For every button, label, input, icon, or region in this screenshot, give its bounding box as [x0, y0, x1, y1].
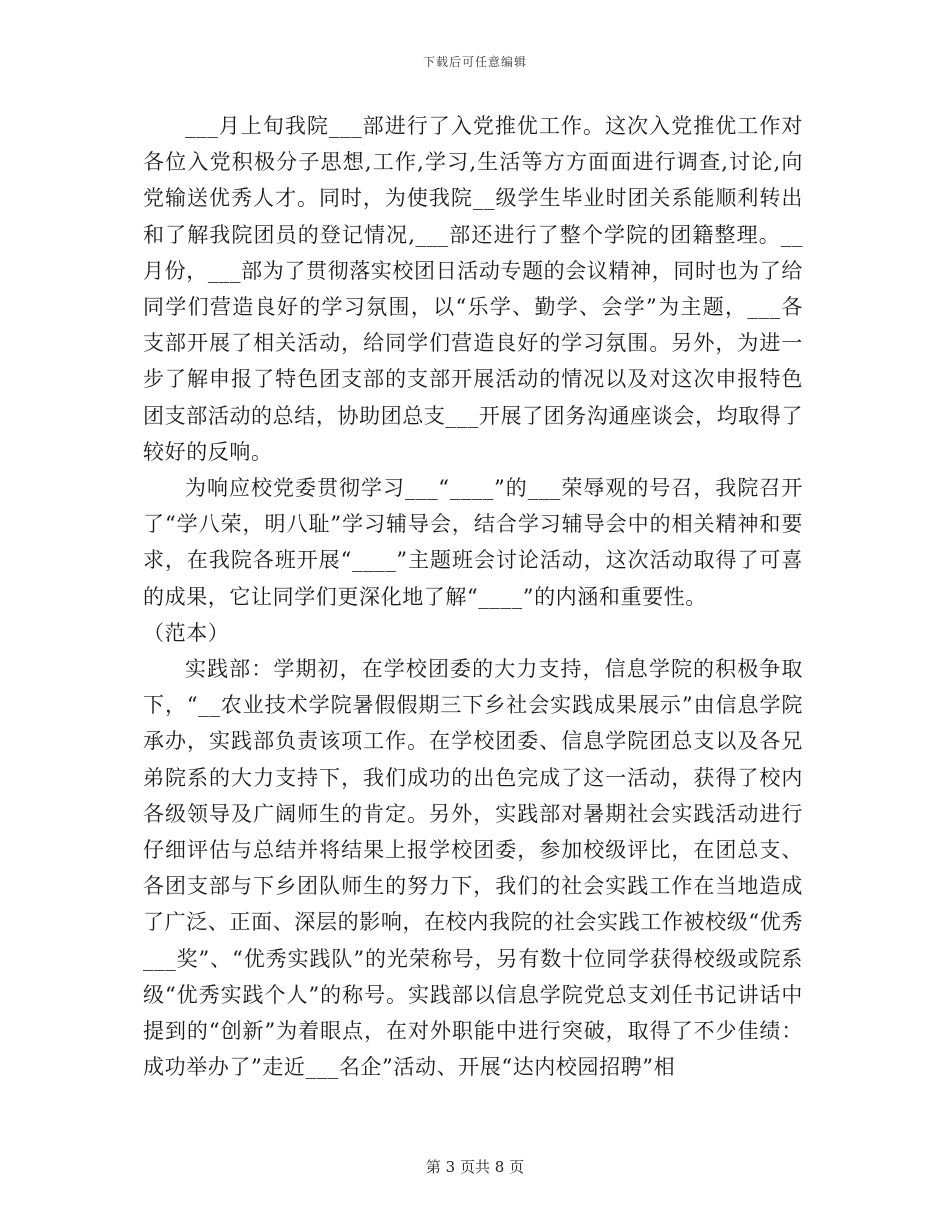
page-number: 第 3 页共 8 页 — [425, 1158, 525, 1176]
paragraph-2: 为响应校党委贯彻学习___“____”的___荣辱观的号召，我院召开了“学八荣，明八耻”学习辅导会，结合学习辅导会中的相关精神和要求，在我院各班开展“____”主题班会讨论活动，这次活动取得了可喜的成果，它让同学们更深化地了解“____”的内涵和重要性。 — [143, 476, 803, 609]
page-header: 下载后可任意编辑 — [422, 55, 527, 69]
paragraph-3: 实践部：学期初，在学校团委的大力支持，信息学院的积极争取下，“__农业技术学院暑假假期三下乡社会实践成果展示”由信息学院承办，实践部负责该项工作。在学校团委、信息学院团总支以及各兄弟院系的大力支持下，我们成功的出色完成了这一活动，获得了校内各级领导及广阔师生的肯定。另外，实践部对暑期社会实践活动进行仔细评估与总结并将结果上报学校团委，参加校级评比，在团总支、各团支部与下乡团队师生的努力下，我们的社会实践工作在当地造成了广泛、正面、深层的影响，在校内我院的社会实践工作被校级“优秀___奖”、“优秀实践队”的光荣称号，另有数十位同学获得校级或院系级“优秀实践个人”的称号。实践部以信息学院党总支刘任书记讲话中提到的“创新”为着眼点，在对外职能中进行突破，取得了不少佳绩：成功举办了”走近___名企”活动、开展“达内校园招聘”相 — [143, 657, 803, 1080]
paragraph-1: ___月上旬我院___部进行了入党推优工作。这次入党推优工作对各位入党积极分子思想,工作,学习,生活等方方面面进行调查,讨论,向党输送优秀人才。同时，为使我院__级学生毕业时团关系能顺利转出和了解我院团员的登记情况,___部还进行了整个学院的团籍整理。__月份，___部为了贯彻落实校团日活动专题的会议精神，同时也为了给同学们营造良好的学习氛围，以“乐学、勤学、会学”为主题，___各支部开展了相关活动，给同学们营造良好的学习氛围。另外，为进一步了解申报了特色团支部的支部开展活动的情况以及对这次申报特色团支部活动的总结，协助团总支___开展了团务沟通座谈会，均取得了较好的反响。 — [143, 114, 803, 464]
document-body — [143, 108, 803, 1085]
paragraph-sample-note: （范本） — [143, 620, 230, 645]
